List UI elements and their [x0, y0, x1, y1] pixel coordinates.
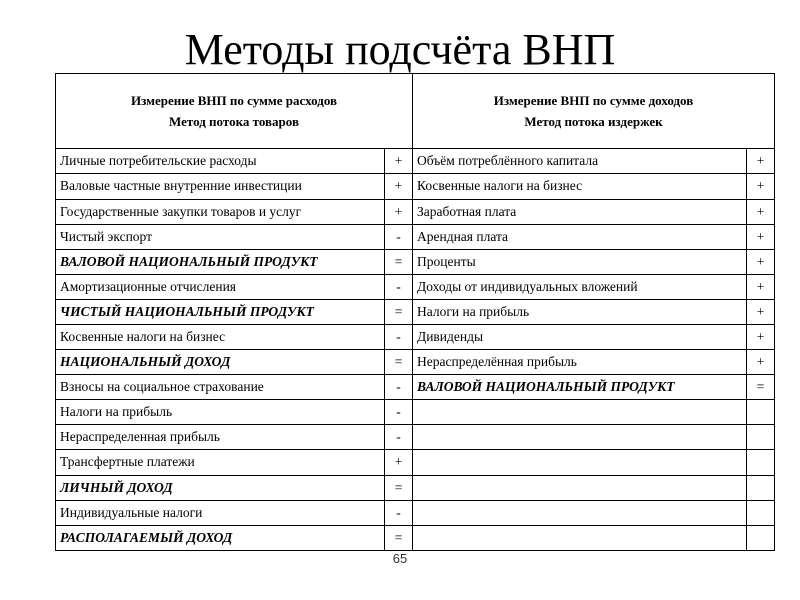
income-item-label: Арендная плата [413, 224, 747, 249]
income-item-sign: + [747, 199, 775, 224]
income-item-label: Объём потреблённого капитала [413, 149, 747, 174]
expense-item-sign: - [385, 324, 413, 349]
income-item-sign: + [747, 324, 775, 349]
income-item-label [413, 425, 747, 450]
income-item-label [413, 525, 747, 550]
income-item-label: ВАЛОВОЙ НАЦИОНАЛЬНЫЙ ПРОДУКТ [413, 375, 747, 400]
expense-item-label: Налоги на прибыль [56, 400, 385, 425]
expense-item-sign: - [385, 375, 413, 400]
table-row [56, 324, 775, 349]
table-row [56, 400, 775, 425]
table-row [56, 350, 775, 375]
table-row [56, 174, 775, 199]
expense-item-sign: + [385, 450, 413, 475]
expense-item-sign: + [385, 174, 413, 199]
income-item-label: Нераспределённая прибыль [413, 350, 747, 375]
right-header [413, 74, 775, 149]
left-header-method: Метод потока товаров [169, 114, 299, 130]
income-item-label: Заработная плата [413, 199, 747, 224]
gnp-methods-table [55, 73, 775, 551]
table-row [56, 475, 775, 500]
right-header-title: Измерение ВНП по сумме доходов [493, 93, 694, 109]
income-item-label [413, 400, 747, 425]
left-header [56, 74, 413, 149]
table-row [56, 450, 775, 475]
expense-item-sign: = [385, 350, 413, 375]
left-header-title: Измерение ВНП по сумме расходов [130, 93, 338, 109]
page-title: Методы подсчёта ВНП [184, 25, 616, 74]
income-item-sign: + [747, 274, 775, 299]
table-row [56, 274, 775, 299]
expense-item-sign: = [385, 249, 413, 274]
expense-item-label: Амортизационные отчисления [56, 274, 385, 299]
income-item-sign: + [747, 299, 775, 324]
income-item-sign: + [747, 149, 775, 174]
expense-item-label: РАСПОЛАГАЕМЫЙ ДОХОД [56, 525, 385, 550]
expense-item-sign: + [385, 149, 413, 174]
income-item-label: Дивиденды [413, 324, 747, 349]
expense-item-label: Личные потребительские расходы [56, 149, 385, 174]
expense-item-label: ВАЛОВОЙ НАЦИОНАЛЬНЫЙ ПРОДУКТ [56, 249, 385, 274]
expense-item-sign: + [385, 199, 413, 224]
income-item-sign: = [747, 375, 775, 400]
table-row [56, 199, 775, 224]
expense-item-sign: - [385, 400, 413, 425]
expense-item-sign: = [385, 525, 413, 550]
table-row [56, 525, 775, 550]
table-row [56, 500, 775, 525]
expense-item-sign: - [385, 224, 413, 249]
income-item-sign: + [747, 350, 775, 375]
income-item-sign [747, 475, 775, 500]
expense-item-label: ЛИЧНЫЙ ДОХОД [56, 475, 385, 500]
income-item-label: Налоги на прибыль [413, 299, 747, 324]
page-number: 65 [392, 551, 408, 566]
table-row [56, 249, 775, 274]
expense-item-label: Косвенные налоги на бизнес [56, 324, 385, 349]
income-item-label: Доходы от индивидуальных вложений [413, 274, 747, 299]
table-row [56, 299, 775, 324]
expense-item-label: Нераспределенная прибыль [56, 425, 385, 450]
income-item-label: Косвенные налоги на бизнес [413, 174, 747, 199]
income-item-label [413, 500, 747, 525]
table-row [56, 425, 775, 450]
table-row [56, 375, 775, 400]
expense-item-sign: - [385, 425, 413, 450]
expense-item-label: Взносы на социальное страхование [56, 375, 385, 400]
income-item-label [413, 475, 747, 500]
income-item-label [413, 450, 747, 475]
income-item-label: Проценты [413, 249, 747, 274]
expense-item-sign: = [385, 475, 413, 500]
income-item-sign: + [747, 224, 775, 249]
income-item-sign [747, 525, 775, 550]
income-item-sign [747, 425, 775, 450]
income-item-sign: + [747, 249, 775, 274]
table-row [56, 149, 775, 174]
expense-item-label: Индивидуальные налоги [56, 500, 385, 525]
table-header-row [56, 74, 775, 149]
expense-item-label: ЧИСТЫЙ НАЦИОНАЛЬНЫЙ ПРОДУКТ [56, 299, 385, 324]
expense-item-sign: - [385, 274, 413, 299]
table-row [56, 224, 775, 249]
income-item-sign [747, 500, 775, 525]
expense-item-label: Государственные закупки товаров и услуг [56, 199, 385, 224]
expense-item-label: Чистый экспорт [56, 224, 385, 249]
expense-item-label: Валовые частные внутренние инвестиции [56, 174, 385, 199]
right-header-method: Метод потока издержек [524, 114, 663, 130]
income-item-sign: + [747, 174, 775, 199]
expense-item-label: НАЦИОНАЛЬНЫЙ ДОХОД [56, 350, 385, 375]
expense-item-sign: - [385, 500, 413, 525]
expense-item-sign: = [385, 299, 413, 324]
income-item-sign [747, 450, 775, 475]
expense-item-label: Трансфертные платежи [56, 450, 385, 475]
income-item-sign [747, 400, 775, 425]
